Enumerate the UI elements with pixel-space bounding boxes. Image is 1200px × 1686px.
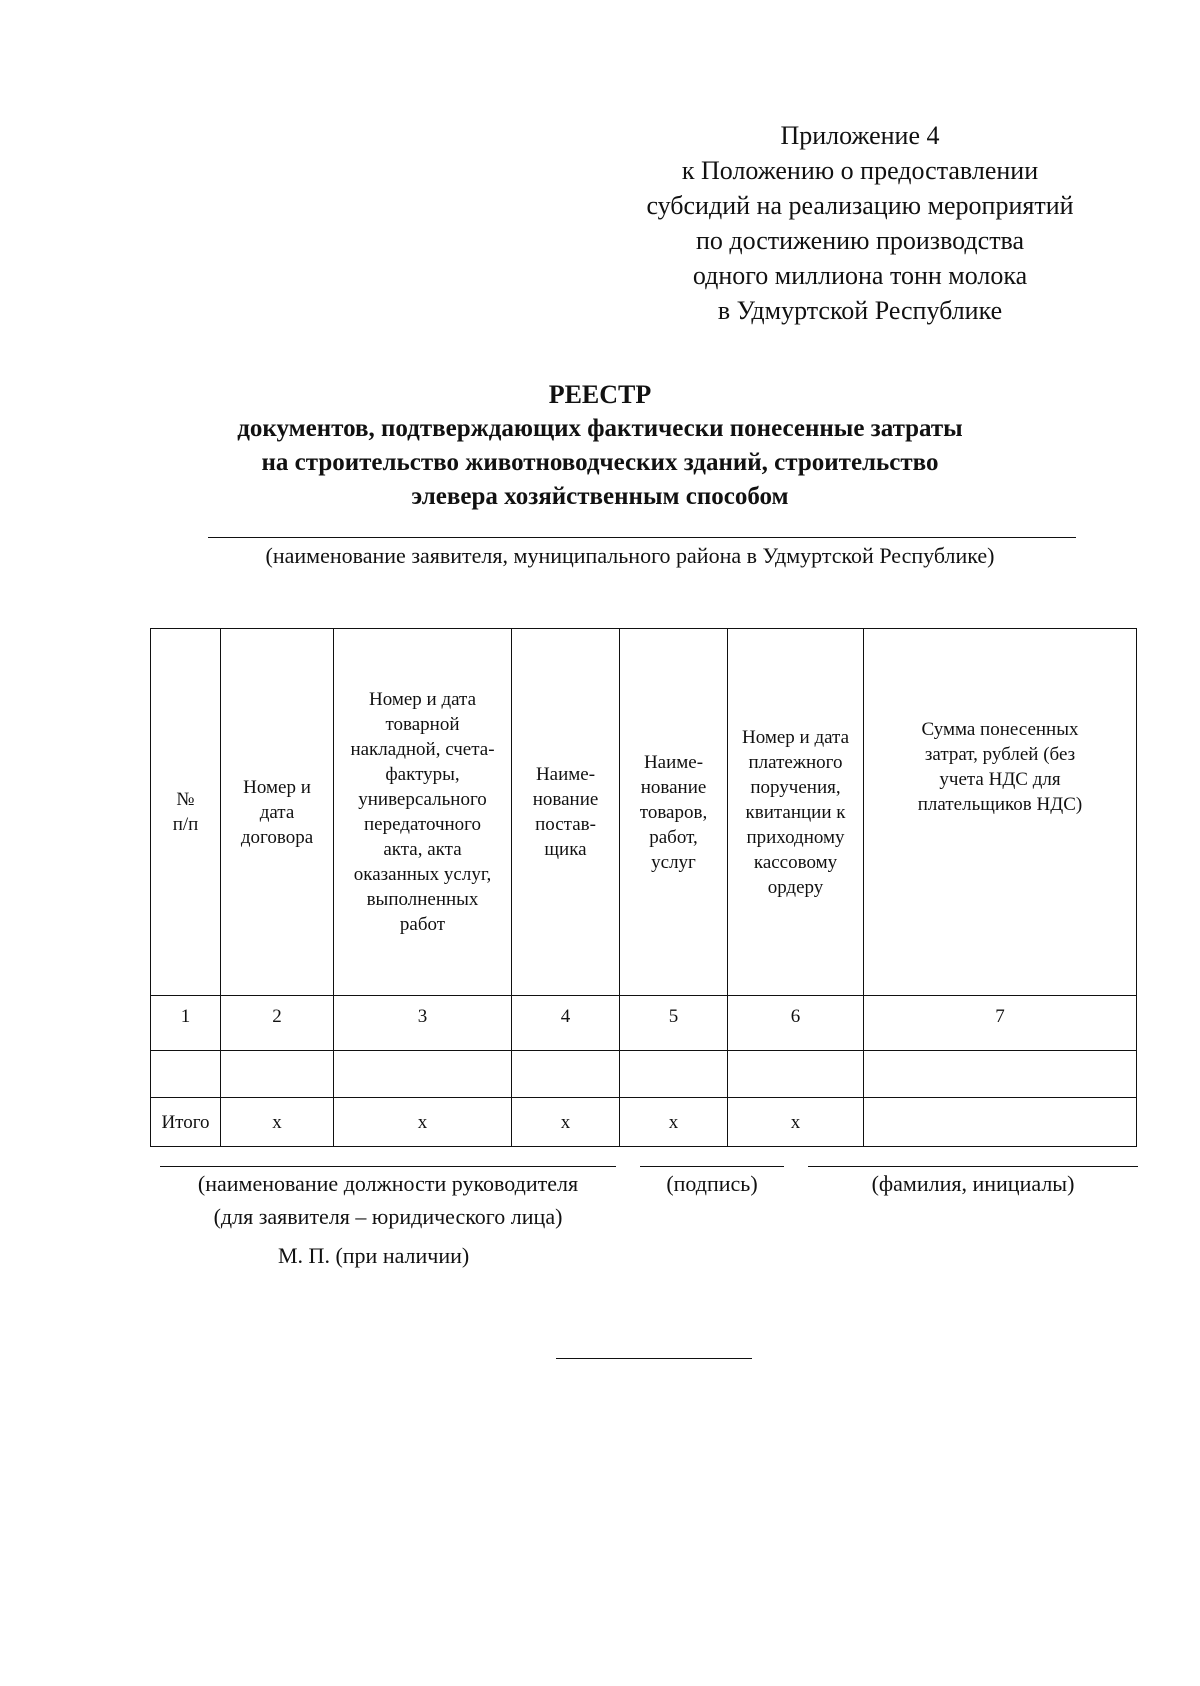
appendix-line: субсидий на реализацию мероприятий [646,191,1074,220]
appendix-line: одного миллиона тонн молока [692,261,1028,290]
column-number-cell: 6 [728,996,864,1051]
total-amount-cell [864,1098,1137,1147]
total-cell: х [620,1098,728,1147]
appendix-line: Приложение 4 [780,121,940,150]
header-cell-contract: Номер и дата договора [221,629,334,996]
column-number-cell: 4 [512,996,620,1051]
column-number-cell: 5 [620,996,728,1051]
table-cell [221,1051,334,1098]
title-line: на строительство животноводческих зданий, строительство [261,449,939,476]
header-cell-amount: Сумма понесенных затрат, рублей (без учета НДС для плательщиков НДС) [864,629,1137,996]
title-main: РЕЕСТР [548,380,652,409]
column-number-row [151,996,1137,1051]
column-number-cell: 1 [151,996,221,1051]
name-caption: (фамилия, инициалы) [871,1171,1075,1196]
title-line: элевера хозяйственным способом [411,483,789,510]
table-cell [334,1051,512,1098]
document-title [100,378,1100,514]
header-cell-number: № п/п [151,629,221,996]
appendix-line: к Положению о предоставлении [681,156,1039,185]
total-label-cell: Итого [151,1098,221,1147]
header-cell-goods: Наиме- нование товаров, работ, услуг [620,629,728,996]
header-cell-payment: Номер и дата платежного поручения, квитанции к приходному кассовому ордеру [728,629,864,996]
column-number-cell: 2 [221,996,334,1051]
title-line: документов, подтверждающих фактически понесенные затраты [237,415,963,442]
total-cell: х [334,1098,512,1147]
table-cell [620,1051,728,1098]
end-separator-line [556,1358,752,1359]
header-row [151,629,1137,996]
registry-table [150,628,1137,1147]
column-number-cell: 7 [864,996,1137,1051]
stamp-place: М. П. (при наличии) [278,1243,470,1268]
appendix-block [610,118,1110,328]
position-caption: (наименование должности руководителя (для заявителя – юридического лица) [197,1171,579,1229]
header-cell-invoice: Номер и дата товарной накладной, счета- фактуры, универсального передаточного акта, акта оказанных услуг, выполненных работ [334,629,512,996]
total-cell: х [512,1098,620,1147]
total-row [151,1098,1137,1147]
total-cell: х [221,1098,334,1147]
empty-data-row [151,1051,1137,1098]
table-cell [864,1051,1137,1098]
applicant-fill-line [208,537,1076,538]
table-cell [512,1051,620,1098]
header-cell-supplier: Наиме- нование постав- щика [512,629,620,996]
appendix-line: по достижению производства [695,226,1025,255]
appendix-line: в Удмуртской Республике [717,296,1003,325]
column-number-cell: 3 [334,996,512,1051]
table-cell [151,1051,221,1098]
table-cell [728,1051,864,1098]
signature-caption: (подпись) [666,1171,758,1196]
applicant-caption: (наименование заявителя, муниципального района в Удмуртской Республике) [265,543,995,568]
total-cell: х [728,1098,864,1147]
